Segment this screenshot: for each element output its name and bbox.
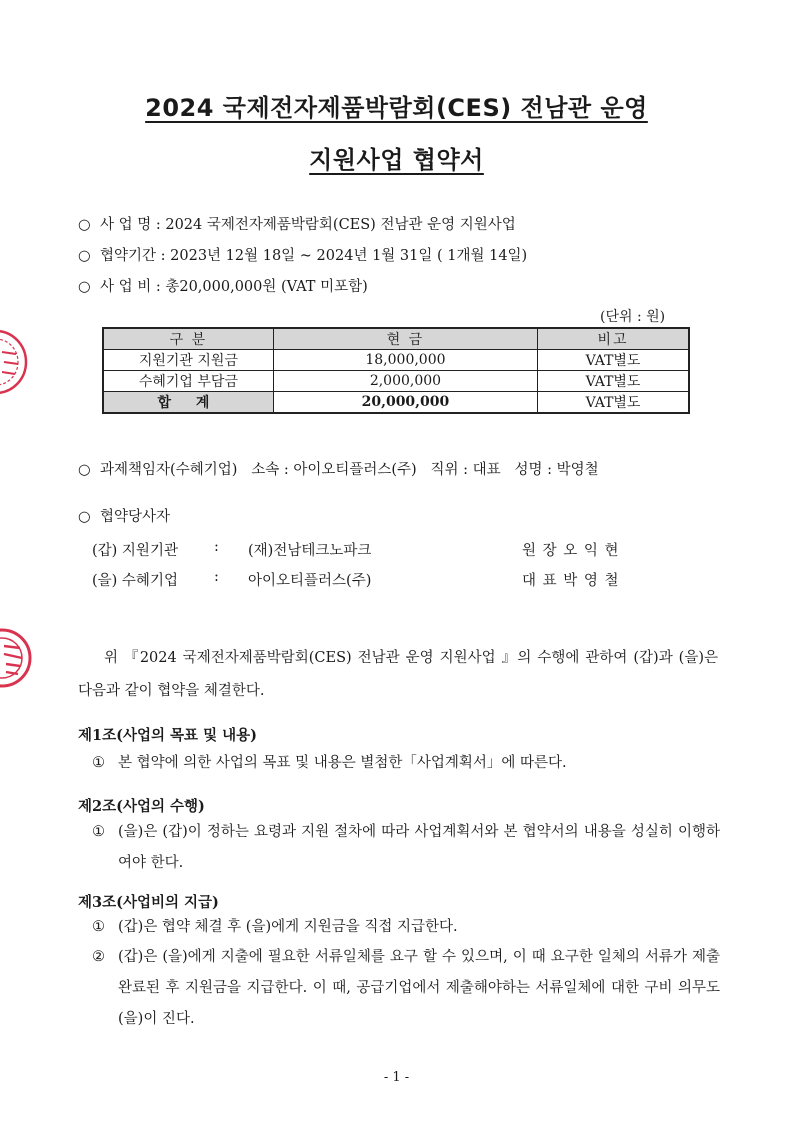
party-eul-signatory: 대 표 박 영 철 bbox=[522, 573, 620, 589]
info-agreement-period: ○ 협약기간 : 2023년 12월 18일 ~ 2024년 1월 31일 ( 1개월 14일) bbox=[78, 248, 528, 264]
table-header-row bbox=[103, 328, 689, 350]
article-3-title: 제3조(사업비의 지급) bbox=[78, 894, 219, 911]
article-1-title: 제1조(사업의 목표 및 내용) bbox=[78, 727, 258, 744]
header-note: 비고 bbox=[538, 328, 689, 350]
document-subtitle: 지원사업 협약서 bbox=[309, 146, 484, 174]
header-category: 구 분 bbox=[103, 328, 273, 350]
parties-heading: ○ 협약당사자 bbox=[78, 509, 171, 525]
article-3-clause-2: ② (갑)은 (을)에게 지출에 필요한 서류일체를 요구 할 수 있으며, 이 때 요구한 일체의 서류가 제출 완료된 후 지원금을 지급한다. 이 때, 공급기업에서 제출해야하는 서류일체에 대한 구비 의무도 (을)이 진다. bbox=[92, 949, 720, 1027]
unit-label: (단위 : 원) bbox=[600, 309, 666, 325]
table-row: 수혜기업 부담금 2,000,000 VAT별도 bbox=[103, 371, 689, 392]
seal-stamp-icon bbox=[0, 328, 34, 396]
article-3-clause-1: ① (갑)은 협약 체결 후 (을)에게 지원금을 직접 지급한다. bbox=[92, 919, 458, 935]
info-project-cost: ○ 사 업 비 : 총20,000,000원 (VAT 미포함) bbox=[78, 279, 368, 295]
party-eul-role: (을) 수혜기업 bbox=[92, 573, 178, 589]
seal-stamp-icon bbox=[0, 628, 34, 692]
responsible-person-line: ○ 과제책임자(수혜기업) 소속 : 아이오티플러스(주) 직위 : 대표 성명 : 박영철 bbox=[78, 462, 599, 478]
header-cash: 현 금 bbox=[273, 328, 537, 350]
document-title: 2024 국제전자제품박람회(CES) 전남관 운영 bbox=[145, 94, 648, 122]
party-gap-org: (재)전남테크노파크 bbox=[248, 543, 372, 559]
party-gap-signatory: 원 장 오 익 현 bbox=[522, 543, 620, 559]
table-total-row: 합 계 20,000,000 VAT별도 bbox=[103, 392, 689, 414]
party-eul-colon: : bbox=[214, 569, 219, 585]
article-2-clause-1: ① (을)은 (갑)이 정하는 요령과 지원 절차에 따라 사업계획서와 본 협약서의 내용을 성실히 이행하여야 한다. bbox=[92, 824, 720, 871]
party-eul-org: 아이오티플러스(주) bbox=[248, 573, 372, 589]
page-number: - 1 - bbox=[383, 1070, 410, 1085]
article-2-title: 제2조(사업의 수행) bbox=[78, 798, 205, 815]
table-row: 지원기관 지원금 18,000,000 VAT별도 bbox=[103, 350, 689, 371]
article-1-clause-1: ① 본 협약에 의한 사업의 목표 및 내용은 별첨한「사업계획서」에 따른다. bbox=[92, 755, 567, 771]
budget-table bbox=[102, 327, 690, 414]
info-project-name: ○ 사 업 명 : 2024 국제전자제품박람회(CES) 전남관 운영 지원사업 bbox=[78, 217, 516, 233]
preamble-paragraph: 위 『2024 국제전자제품박람회(CES) 전남관 운영 지원사업 』의 수행에 관하여 (갑)과 (을)은 다음과 같이 협약을 체결한다. bbox=[78, 650, 718, 699]
party-gap-colon: : bbox=[214, 539, 219, 555]
party-gap-role: (갑) 지원기관 bbox=[92, 543, 178, 559]
